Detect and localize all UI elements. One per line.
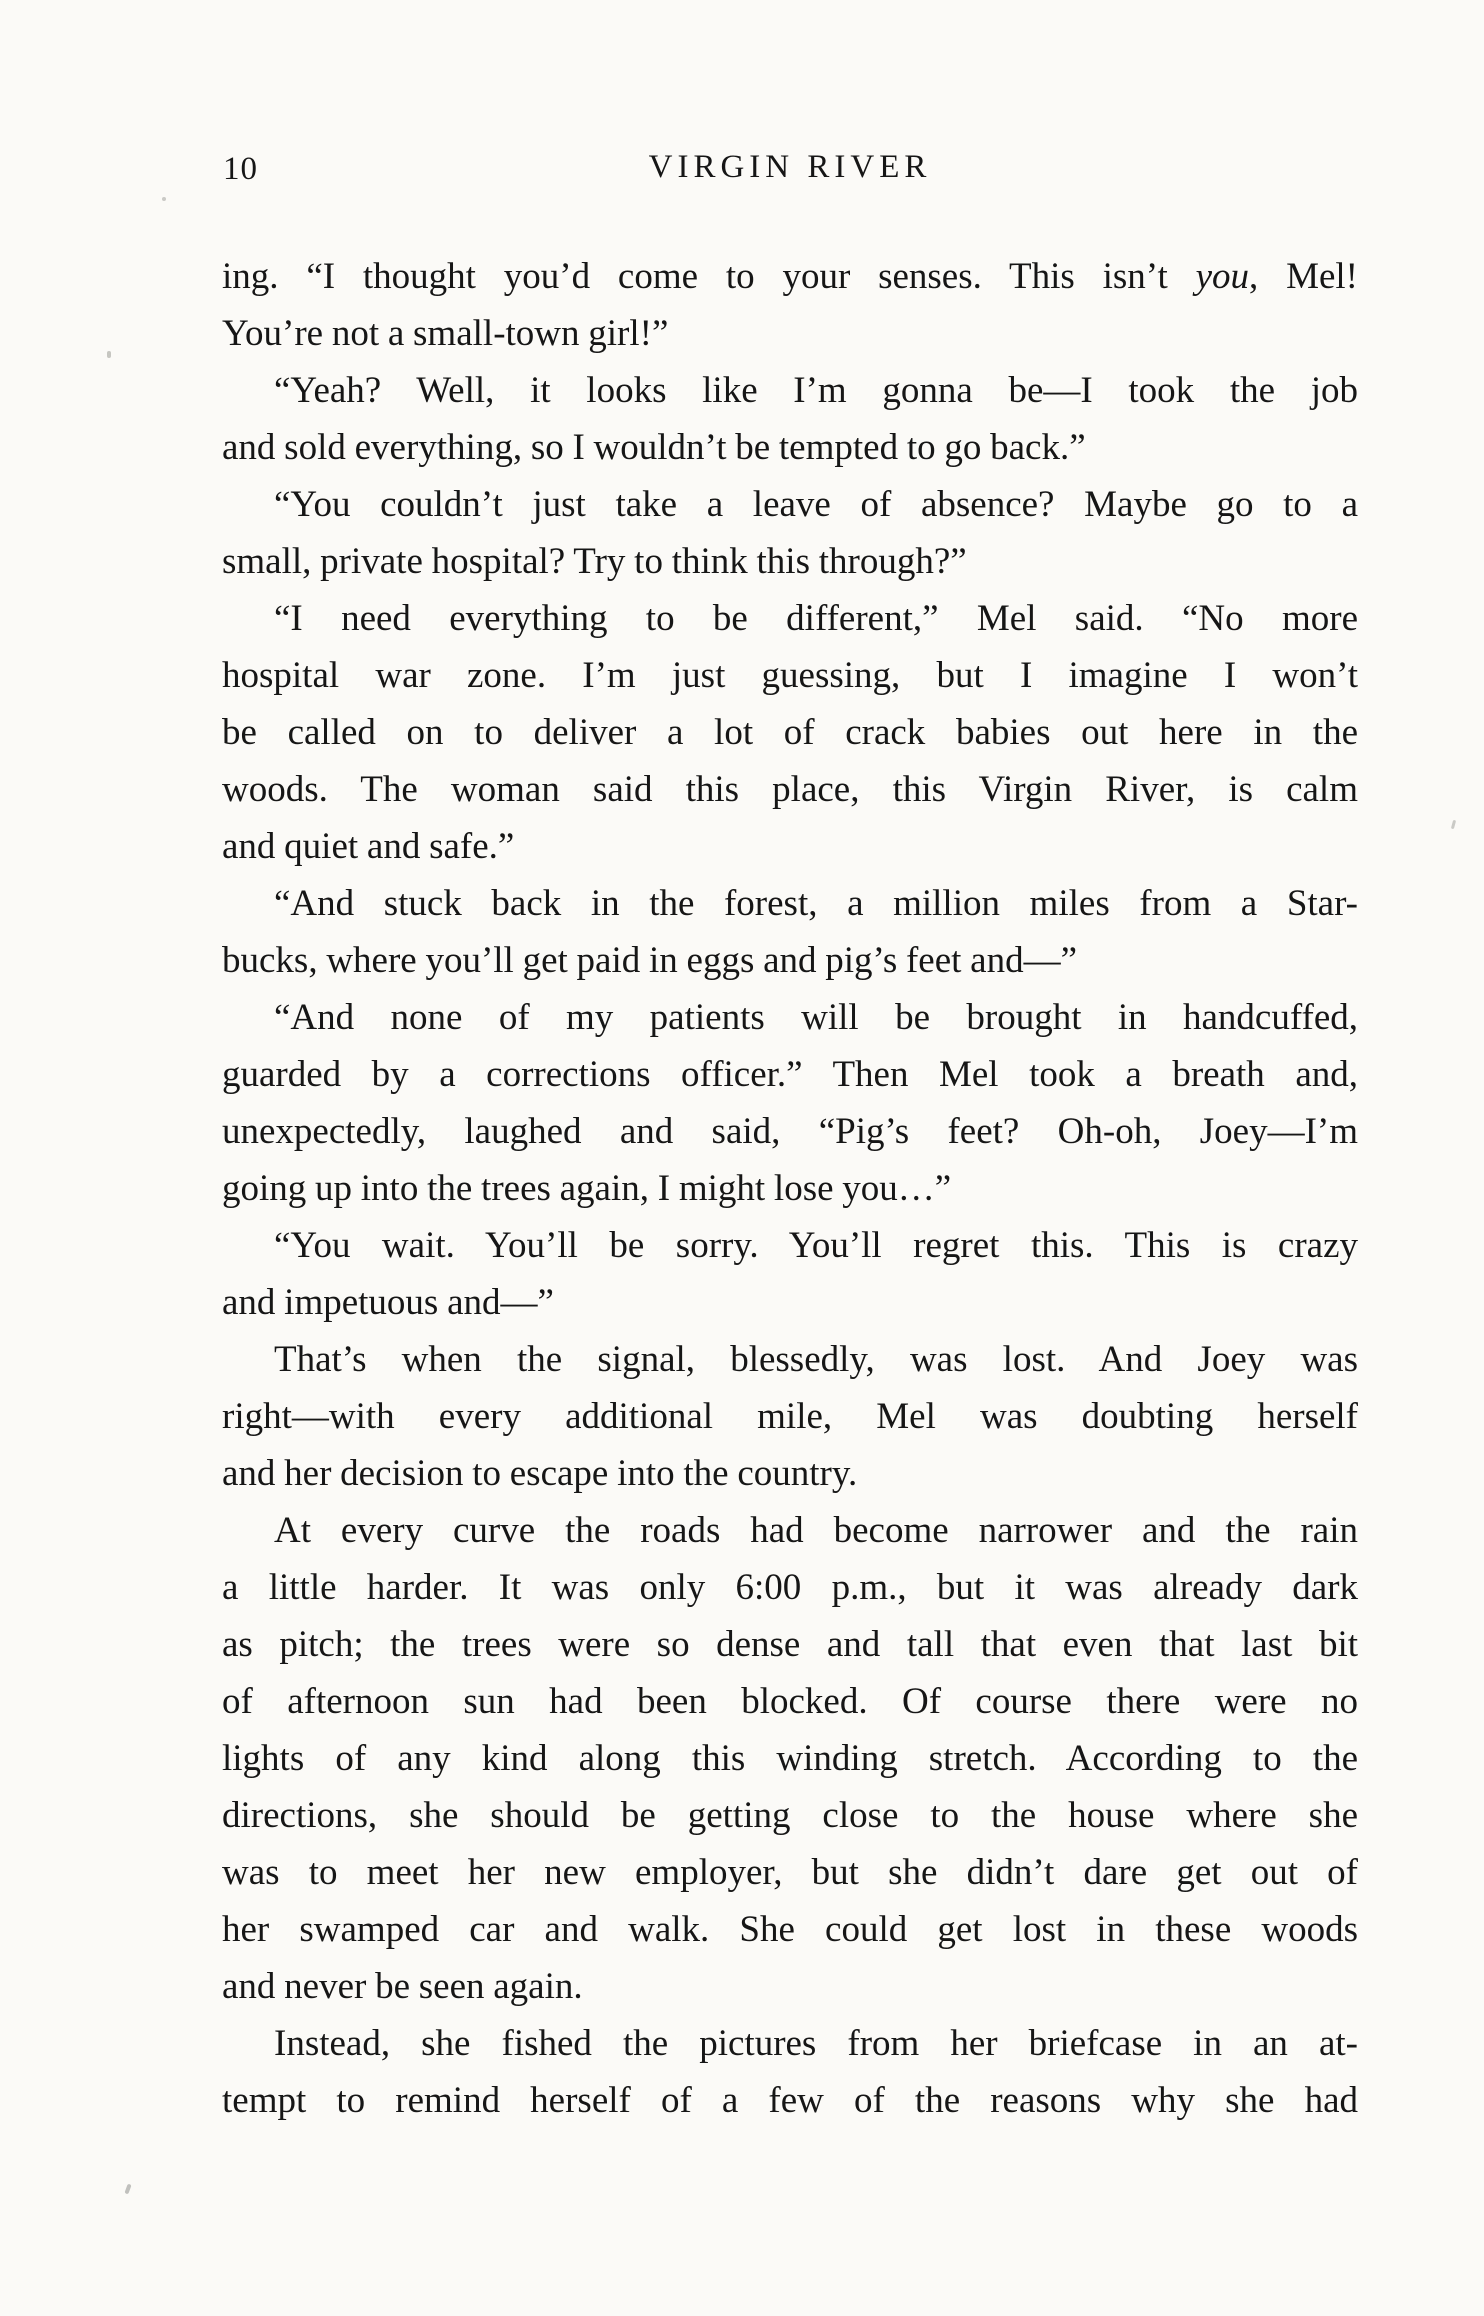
text-segment: “Yeah? Well, it looks like I’m gonna be—I took the job (274, 370, 1358, 411)
text-line (222, 305, 1358, 362)
text-segment: right—with every additional mile, Mel was doubting herself (222, 1396, 1358, 1437)
text-line (222, 476, 1358, 533)
text-segment: Instead, she fished the pictures from her briefcase in an at- (274, 2023, 1358, 2064)
text-segment: “And none of my patients will be brought in handcuffed, (274, 997, 1358, 1038)
text-segment: hospital war zone. I’m just guessing, but I imagine I won’t (222, 655, 1358, 696)
page-body (222, 248, 1358, 2129)
text-segment: and impetuous and—” (222, 1282, 554, 1323)
text-line (222, 1160, 1358, 1217)
text-line (222, 1616, 1358, 1673)
text-segment: bucks, where you’ll get paid in eggs and pig’s feet and—” (222, 940, 1078, 981)
text-line (222, 1730, 1358, 1787)
text-segment: “You wait. You’ll be sorry. You’ll regret this. This is crazy (274, 1225, 1358, 1266)
text-segment: “And stuck back in the forest, a million miles from a Star- (274, 883, 1358, 924)
text-segment: her swamped car and walk. She could get lost in these woods (222, 1909, 1358, 1950)
text-segment: directions, she should be getting close to the house where she (222, 1795, 1358, 1836)
text-segment: You’re not a small-town girl!” (222, 313, 669, 354)
text-line (222, 1331, 1358, 1388)
scan-speck (162, 197, 166, 201)
text-line (222, 1103, 1358, 1160)
text-segment: and sold everything, so I wouldn’t be tempted to go back.” (222, 427, 1086, 468)
text-line (222, 1844, 1358, 1901)
text-segment: and her decision to escape into the country. (222, 1453, 858, 1494)
text-line (222, 1046, 1358, 1103)
text-line (222, 1274, 1358, 1331)
text-segment: and quiet and safe.” (222, 826, 515, 867)
text-line (222, 533, 1358, 590)
scan-speck (124, 2184, 131, 2195)
scan-speck (1451, 820, 1456, 829)
text-line (222, 704, 1358, 761)
text-segment: ing. “I thought you’d come to your senses. This isn’t (222, 256, 1196, 297)
text-segment: be called on to deliver a lot of crack babies out here in the (222, 712, 1358, 753)
text-segment: lights of any kind along this winding stretch. According to the (222, 1738, 1358, 1779)
text-segment: and never be seen again. (222, 1966, 583, 2007)
text-line (222, 590, 1358, 647)
text-line (222, 932, 1358, 989)
text-line (222, 2072, 1358, 2129)
text-line (222, 875, 1358, 932)
text-segment: small, private hospital? Try to think this through?” (222, 541, 967, 582)
text-segment: , Mel! (1249, 256, 1358, 297)
scan-speck (107, 351, 111, 358)
text-segment: of afternoon sun had been blocked. Of course there were no (222, 1681, 1358, 1722)
text-segment: tempt to remind herself of a few of the reasons why she had (222, 2080, 1358, 2121)
running-head: VIRGIN RIVER (648, 149, 932, 185)
text-segment: At every curve the roads had become narrower and the rain (274, 1510, 1358, 1551)
text-segment: a little harder. It was only 6:00 p.m., but it was already dark (222, 1567, 1358, 1608)
text-line (222, 1559, 1358, 1616)
text-segment: That’s when the signal, blessedly, was lost. And Joey was (274, 1339, 1358, 1380)
page-number: 10 (223, 151, 258, 187)
text-line (222, 761, 1358, 818)
italic-word: you (1195, 256, 1249, 297)
text-segment: unexpectedly, laughed and said, “Pig’s feet? Oh-oh, Joey—I’m (222, 1111, 1358, 1152)
text-segment: as pitch; the trees were so dense and tall that even that last bit (222, 1624, 1358, 1665)
text-line (222, 1958, 1358, 2015)
text-line (222, 1502, 1358, 1559)
text-segment: guarded by a corrections officer.” Then Mel took a breath and, (222, 1054, 1358, 1095)
text-line (222, 1388, 1358, 1445)
text-line (222, 1673, 1358, 1730)
text-line (222, 248, 1358, 305)
text-line (222, 1901, 1358, 1958)
text-segment: “I need everything to be different,” Mel said. “No more (274, 598, 1358, 639)
text-segment: woods. The woman said this place, this Virgin River, is calm (222, 769, 1358, 810)
text-segment: “You couldn’t just take a leave of absence? Maybe go to a (274, 484, 1358, 525)
text-line (222, 818, 1358, 875)
text-segment: going up into the trees again, I might lose you…” (222, 1168, 952, 1209)
text-segment: was to meet her new employer, but she didn’t dare get out of (222, 1852, 1358, 1893)
text-line (222, 647, 1358, 704)
text-line (222, 362, 1358, 419)
text-line (222, 419, 1358, 476)
text-line (222, 2015, 1358, 2072)
text-line (222, 1787, 1358, 1844)
text-line (222, 1445, 1358, 1502)
text-line (222, 1217, 1358, 1274)
text-line (222, 989, 1358, 1046)
